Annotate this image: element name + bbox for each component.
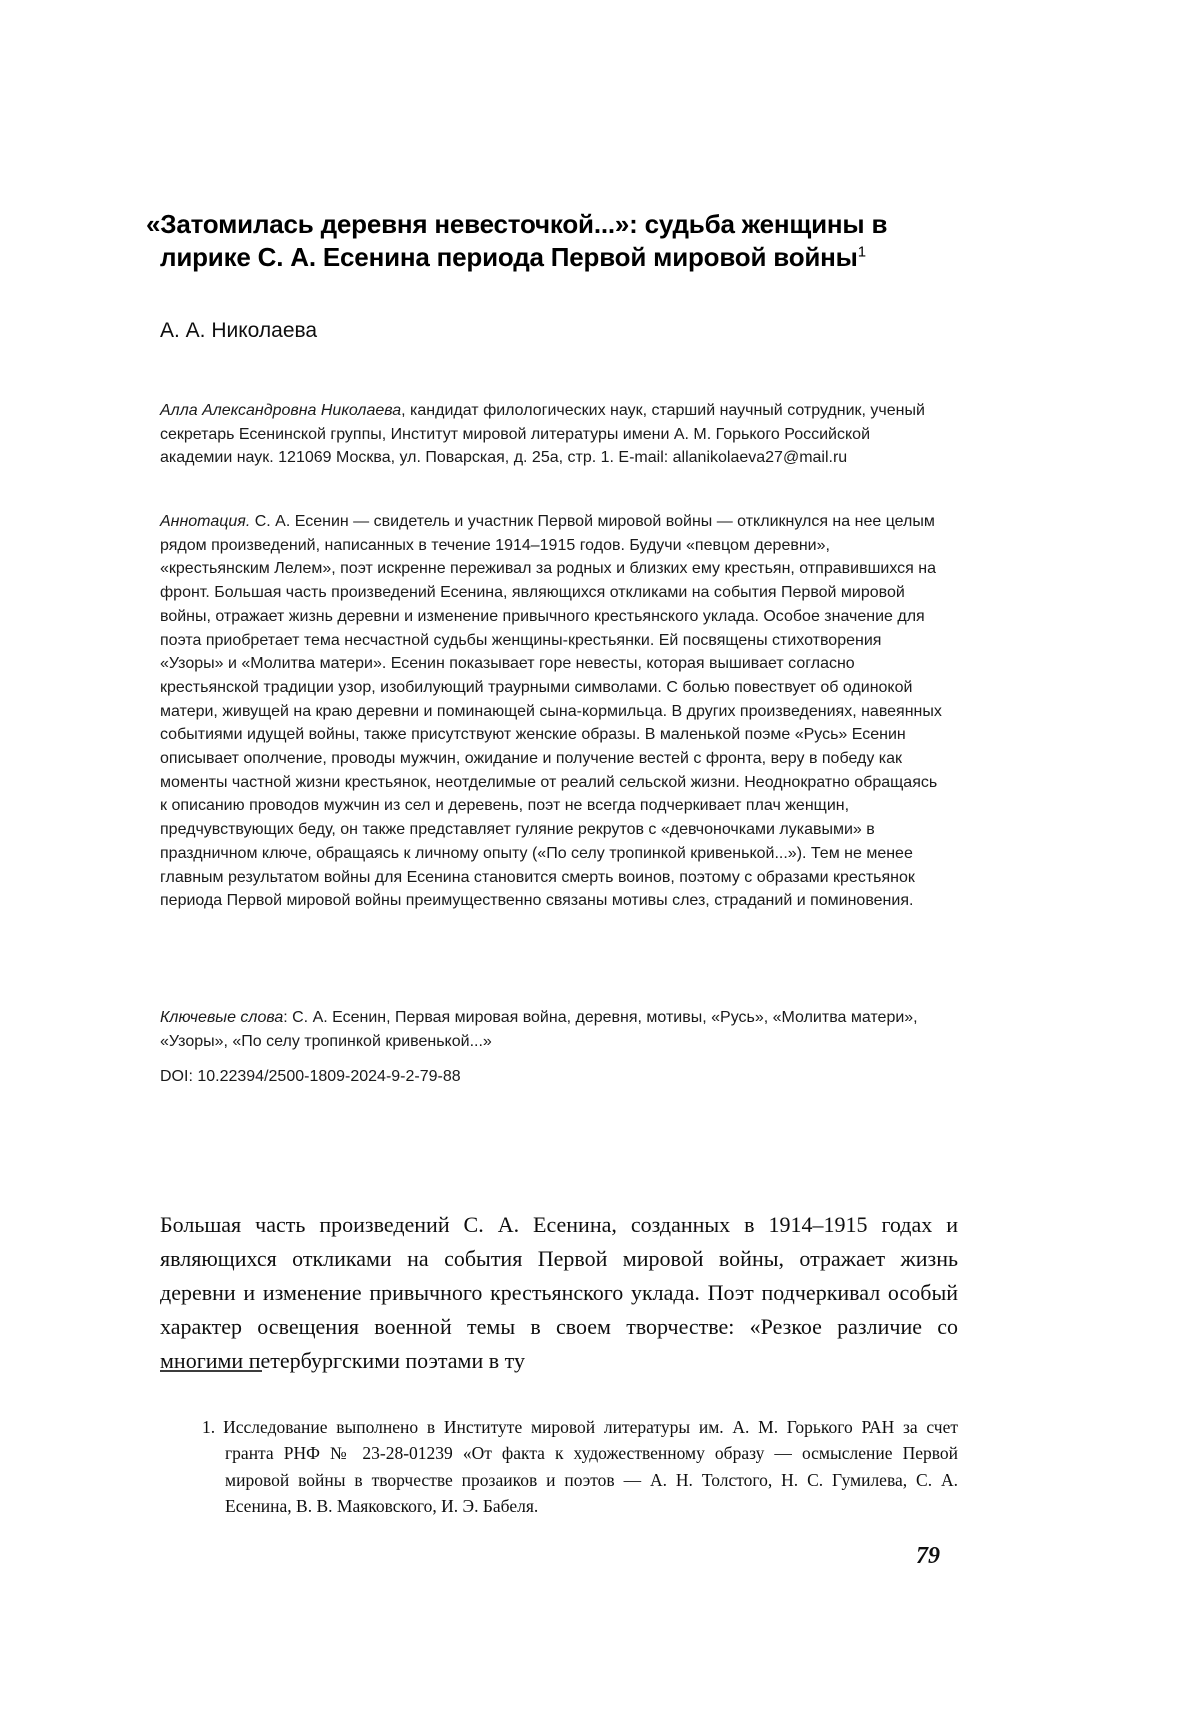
keywords-text: : С. А. Есенин, Первая мировая война, деревня, мотивы, «Русь», «Молитва матери», «Узоры», «По селу тропинкой кривенькой...» [160, 1009, 918, 1050]
footnote-divider [160, 1370, 262, 1372]
article-title [146, 208, 960, 274]
abstract [160, 510, 942, 913]
author-name: А. А. Николаева [160, 319, 318, 342]
abstract-label: Аннотация. [160, 513, 251, 530]
doi: DOI: 10.22394/2500-1809-2024-9-2-79-88 [160, 1068, 461, 1085]
footnote [160, 1414, 958, 1520]
footnote-text: Исследование выполнено в Институте мировой литературы им. А. М. Горького РАН за счет гранта РНФ № 23-28-01239 «От факта к художественному образу — осмысление Первой мировой войны в творчестве прозаиков и поэтов — А. Н. Толстого, Н. С. Гумилева, С. А. Есенина, В. В. Маяковского, И. Э. Бабеля. [223, 1416, 958, 1517]
article-title-text: «Затомилась деревня невесточкой...»: судьба женщины в лирике С. А. Есенина периода Первой мировой войны [146, 209, 888, 273]
footnote-marker: 1. [202, 1416, 216, 1437]
page-number: 79 [916, 1543, 940, 1569]
abstract-text: С. А. Есенин — свидетель и участник Первой мировой войны — откликнулся на нее целым рядом произведений, написанных в течение 1914–1915 годов. Будучи «певцом деревни», «крестьянским Лелем», поэт искренне переживал за родных и близких ему крестьян, отправившихся на фронт. Большая часть произведений Есенина, являющихся откликами на события Первой мировой войны, отражает жизнь деревни и изменение привычного крестьянского уклада. Особое значение для поэта приобретает тема несчастной судьбы женщины-крестьянки. Ей посвящены стихотворения «Узоры» и «Молитва матери». Есенин показывает горе невесты, которая вышивает согласно крестьянской традиции узор, изобилующий траурными символами. С болью повествует об одинокой матери, живущей на краю деревни и поминающей сына-кормильца. В других произведениях, навеянных событиями идущей войны, также присутствуют женские образы. В маленькой поэме «Русь» Есенин описывает ополчение, проводы мужчин, ожидание и получение вестей с фронта, веру в победу как моменты частной жизни крестьянок, неотделимые от реалий сельской жизни. Неоднократно обращаясь к описанию проводов мужчин из сел и деревень, поэт не всегда подчеркивает плач женщин, предчувствующих беду, он также представляет гуляние рекрутов с «девчоночками лукавыми» в праздничном ключе, обращаясь к личному опыту («По селу тропинкой кривенькой...»). Тем не менее главным результатом войны для Есенина становится смерть воинов, поэтому с образами крестьянок периода Первой мировой войны преимущественно связаны мотивы слез, страданий и поминовения. [160, 513, 942, 910]
title-footnote-ref: 1 [857, 243, 866, 261]
keywords-label: Ключевые слова [160, 1009, 284, 1026]
author-affiliation [160, 399, 938, 470]
body-paragraph: Большая часть произведений С. А. Есенина, созданных в 1914–1915 годах и являющихся откликами на события Первой мировой войны, отражает жизнь деревни и изменение привычного крестьянского уклада. Поэт подчеркивал особый характер освещения военной темы в своем творчестве: «Резкое различие со многими петербургскими поэтами в ту [160, 1212, 958, 1373]
keywords [160, 1006, 942, 1053]
author-affiliation-details: , кандидат филологических наук, старший научный сотрудник, ученый секретарь Есенинской группы, Институт мировой литературы имени А. М. Горького Российской академии наук. 121069 Москва, ул. Поварская, д. 25а, стр. 1. E-mail: allanikolaeva27@mail.ru [160, 402, 925, 467]
author-full-name: Алла Александровна Николаева [160, 402, 402, 419]
